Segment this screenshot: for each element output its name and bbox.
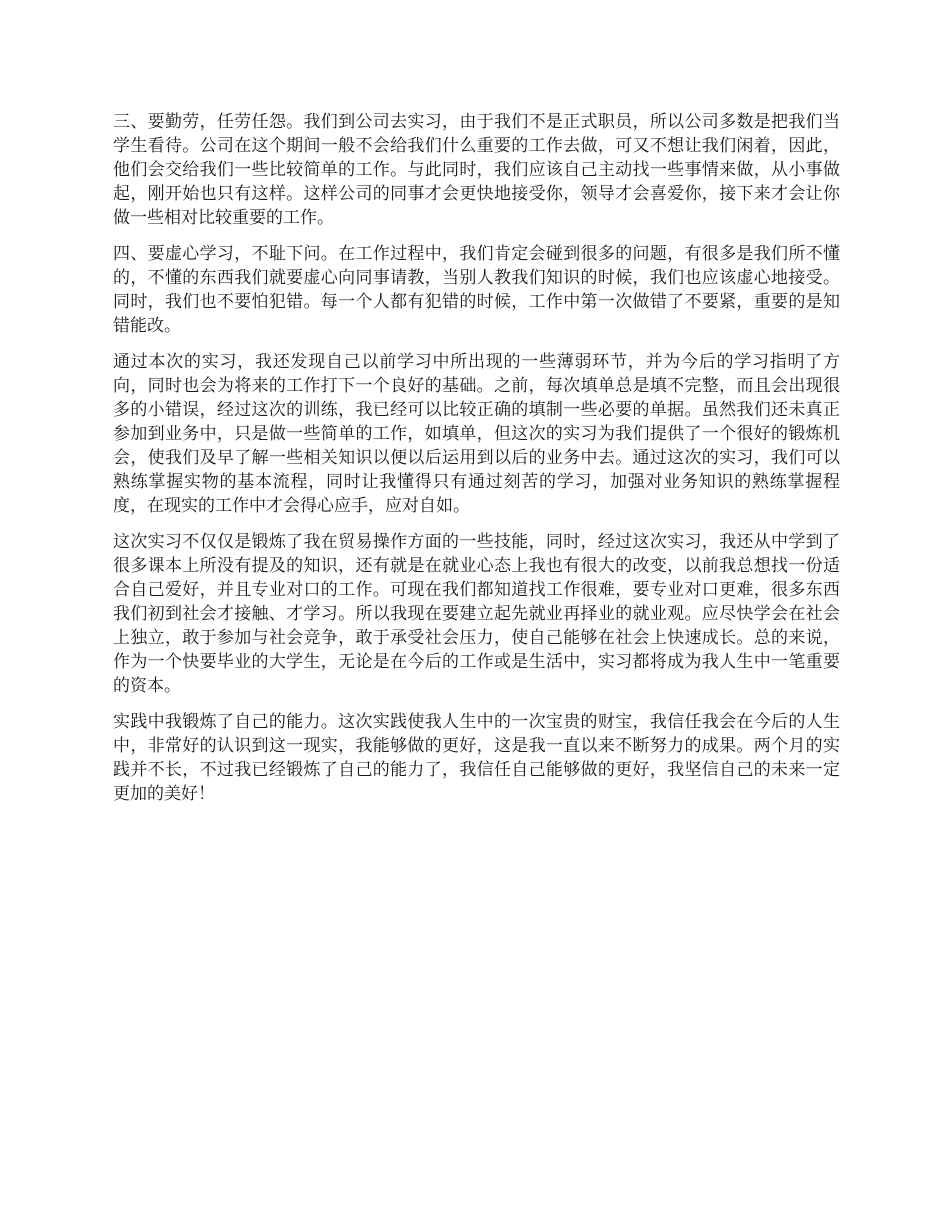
paragraph-diligence: 三、要勤劳，任劳任怨。我们到公司去实习，由于我们不是正式职员，所以公司多数是把我们当学生看待。公司在这个期间一般不会给我们什么重要的工作去做，可又不想让我们闲着，因此，他们会交给我们一些比较简单的工作。与此同时，我们应该自己主动找一些事情来做，从小事做起，刚开始也只有这样。这样公司的同事才会更快地接受你，领导才会喜爱你，接下来才会让你做一些相对比较重要的工作。	[113, 112, 840, 228]
document-body	[113, 110, 840, 818]
paragraph-conclusion: 实践中我锻炼了自己的能力。这次实践使我人生中的一次宝贵的财宝，我信任我会在今后的人生中，非常好的认识到这一现实，我能够做的更好，这是我一直以来不断努力的成果。两个月的实践并不长，不过我已经锻炼了自己的能力了，我信任自己能够做的更好，我坚信自己的未来一定更加的美好！	[113, 712, 840, 804]
paragraph-internship-findings: 通过本次的实习，我还发现自己以前学习中所出现的一些薄弱环节，并为今后的学习指明了方向，同时也会为将来的工作打下一个良好的基础。之前，每次填单总是填不完整，而且会出现很多的小错误，经过这次的训练，我已经可以比较正确的填制一些必要的单据。虽然我们还未真正参加到业务中，只是做一些简单的工作，如填单，但这次的实习为我们提供了一个很好的锻炼机会，使我们及早了解一些相关知识以便以后运用到以后的业务中去。通过这次的实习，我们可以熟练掌握实物的基本流程，同时让我懂得只有通过刻苦的学习，加强对业务知识的熟练掌握程度，在现实的工作中才会得心应手，应对自如。	[113, 352, 840, 516]
paragraph-humble-learning: 四、要虚心学习，不耻下问。在工作过程中，我们肯定会碰到很多的问题，有很多是我们所不懂的，不懂的东西我们就要虚心向同事请教，当别人教我们知识的时候，我们也应该虚心地接受。同时，我们也不要怕犯错。每一个人都有犯错的时候，工作中第一次做错了不要紧，重要的是知错能改。	[113, 244, 840, 336]
paragraph-employment-outlook: 这次实习不仅仅是锻炼了我在贸易操作方面的一些技能，同时，经过这次实习，我还从中学到了很多课本上所没有提及的知识，还有就是在就业心态上我也有很大的改变，以前我总想找一份适合自己爱好，并且专业对口的工作。可现在我们都知道找工作很难，要专业对口更难，很多东西我们初到社会才接触、才学习。所以我现在要建立起先就业再择业的就业观。应尽快学会在社会上独立，敢于参加与社会竞争，敢于承受社会压力，使自己能够在社会上快速成长。总的来说，作为一个快要毕业的大学生，无论是在今后的工作或是生活中，实习都将成为我人生中一笔重要的资本。	[113, 532, 840, 696]
